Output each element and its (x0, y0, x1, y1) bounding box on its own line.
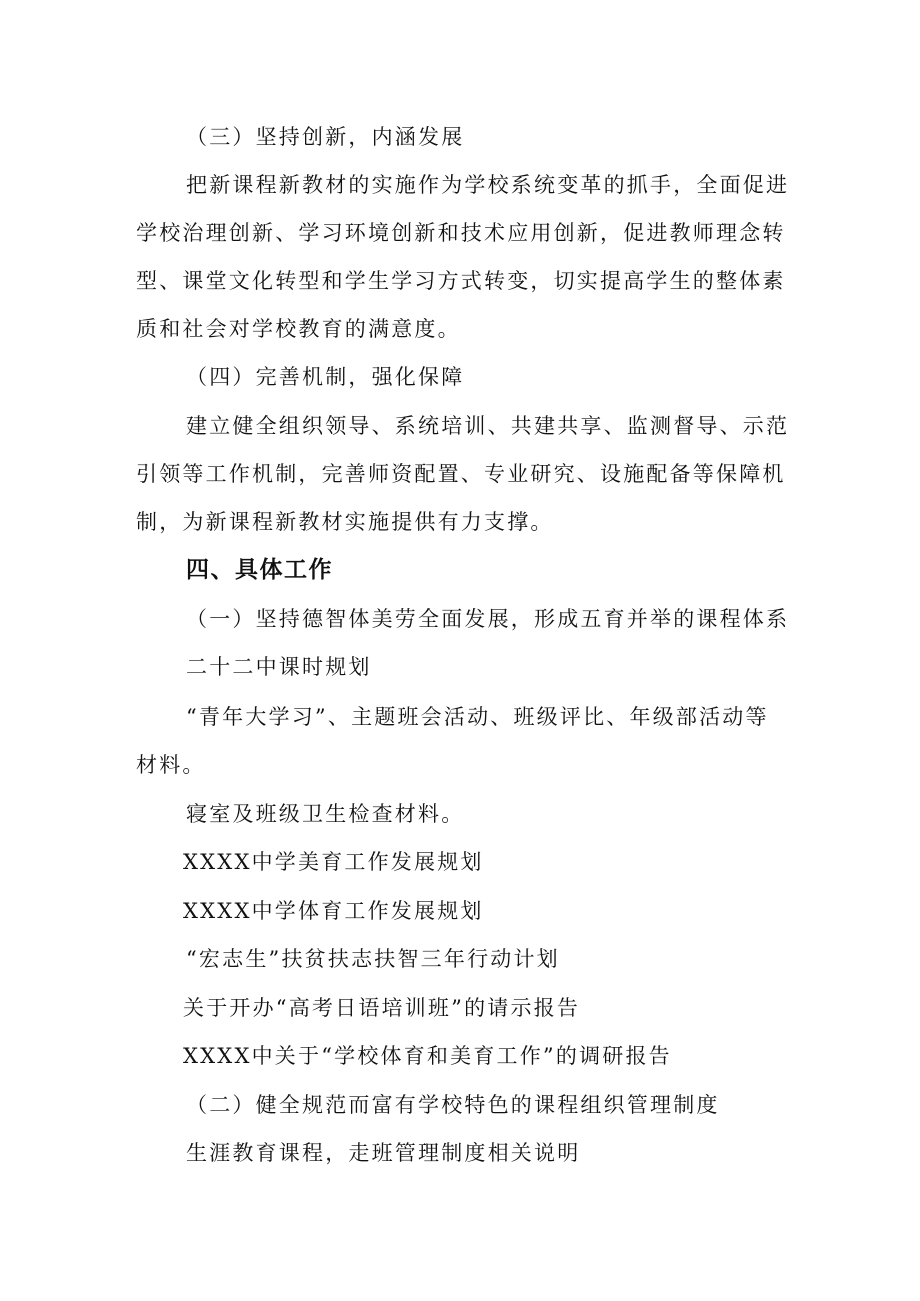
item-2-heading: （二）健全规范而富有学校特色的课程组织管理制度 (186, 1093, 720, 1117)
item-1-entry: 寝室及班级卫生检查材料。 (186, 802, 465, 826)
section-3-paragraph-line: 型、课堂文化转型和学生学习方式转变，切实提高学生的整体素 (136, 269, 786, 293)
section-4-paragraph-line: 建立健全组织领导、系统培训、共建共享、监测督导、示范 (186, 414, 790, 438)
item-1-entry: 二十二中课时规划 (186, 655, 372, 679)
item-1-entry-continuation: 材料。 (136, 753, 206, 777)
part-4-title: 四、具体工作 (186, 557, 333, 583)
item-2-entry: 生涯教育课程，走班管理制度相关说明 (186, 1141, 581, 1165)
section-3-paragraph-line: 质和社会对学校教育的满意度。 (136, 317, 461, 341)
section-3-paragraph-line: 把新课程新教材的实施作为学校系统变革的抓手，全面促进 (186, 173, 790, 197)
item-1-entry: XXXX中学美育工作发展规划 (183, 850, 484, 874)
section-3-heading: （三）坚持创新，内涵发展 (186, 125, 465, 149)
item-1-entry: “宏志生”扶贫扶志扶智三年行动计划 (186, 947, 560, 971)
item-1-heading: （一）坚持德智体美劳全面发展，形成五育并举的课程体系 (186, 607, 790, 631)
item-1-entry: XXXX中关于“学校体育和美育工作”的调研报告 (183, 1044, 672, 1068)
section-4-heading: （四）完善机制，强化保障 (186, 365, 465, 389)
item-1-entry: “青年大学习”、主题班会活动、班级评比、年级部活动等 (186, 705, 769, 729)
section-3-paragraph-line: 学校治理创新、学习环境创新和技术应用创新，促进教师理念转 (136, 221, 786, 245)
section-4-paragraph-line: 引领等工作机制，完善师资配置、专业研究、设施配备等保障机 (136, 462, 786, 486)
item-1-entry: XXXX中学体育工作发展规划 (183, 899, 484, 923)
item-1-entry: 关于开办“高考日语培训班”的请示报告 (183, 996, 581, 1020)
section-4-paragraph-line: 制，为新课程新教材实施提供有力支撑。 (136, 510, 554, 534)
